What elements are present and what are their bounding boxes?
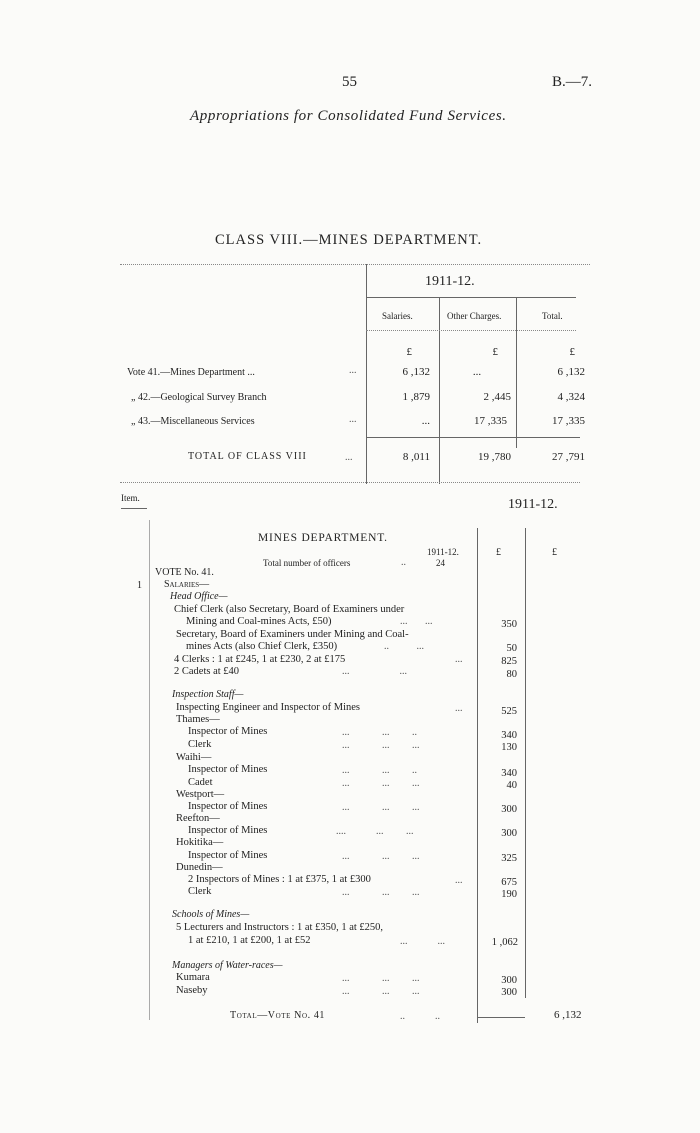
summary-currency-total: £ bbox=[569, 346, 575, 358]
summary-total-rule bbox=[366, 437, 580, 438]
detail-column-divider-1 bbox=[477, 528, 478, 1023]
line-reefton-inspector: Inspector of Mines bbox=[188, 825, 268, 836]
dots: ... bbox=[455, 875, 463, 886]
dots: ... bbox=[455, 703, 463, 714]
summary-row-total: 17 ,335 bbox=[552, 415, 585, 427]
summary-row-dots: ... bbox=[349, 414, 357, 425]
summary-total-salaries: 8 ,011 bbox=[402, 451, 430, 463]
line-hokitika: Hokitika— bbox=[176, 837, 224, 848]
line-lecturers-1: 5 Lecturers and Instructors : 1 at £350, 1 at £250, bbox=[176, 922, 384, 933]
line-waihi-inspector: Inspector of Mines bbox=[188, 764, 268, 775]
dots: .. ... bbox=[384, 641, 424, 652]
dots: ... ... ... bbox=[342, 802, 420, 813]
page-number: 55 bbox=[342, 74, 357, 90]
line-secretary-2: mines Acts (also Chief Clerk, £350) bbox=[186, 641, 338, 652]
item-column-label: Item. bbox=[121, 493, 140, 503]
line-naseby: Naseby bbox=[176, 985, 208, 996]
summary-col-total: Total. bbox=[542, 311, 563, 321]
line-inspecting-engineer: Inspecting Engineer and Inspector of Mines bbox=[176, 702, 360, 713]
summary-row-label: „ 42.—Geological Survey Branch bbox=[131, 392, 267, 403]
detail-total-rule bbox=[477, 1017, 525, 1018]
amount: 340 bbox=[501, 768, 517, 779]
dots: ... ... ... bbox=[342, 986, 420, 997]
summary-currency-other: £ bbox=[492, 346, 498, 358]
dots: .. .. bbox=[400, 1011, 440, 1022]
head-office-heading: Head Office— bbox=[170, 591, 228, 602]
running-title: Appropriations for Consolidated Fund Services. bbox=[190, 108, 507, 124]
summary-row-total: 4 ,324 bbox=[557, 391, 585, 403]
amount: 825 bbox=[501, 656, 517, 667]
summary-total-label: TOTAL OF CLASS VIII bbox=[188, 451, 307, 462]
line-chief-clerk-1: Chief Clerk (also Secretary, Board of Examiners under bbox=[174, 604, 405, 615]
summary-total-other: 19 ,780 bbox=[478, 451, 511, 463]
amount: 525 bbox=[501, 706, 517, 717]
summary-currency-salaries: £ bbox=[406, 346, 412, 358]
line-lecturers-2: 1 at £210, 1 at £200, 1 at £52 bbox=[188, 935, 311, 946]
dots: ... ... bbox=[400, 616, 433, 627]
summary-total-dots: ... bbox=[345, 452, 353, 463]
document-reference: B.—7. bbox=[552, 74, 593, 90]
summary-row-other: ... bbox=[472, 366, 482, 378]
amount: 340 bbox=[501, 730, 517, 741]
line-dunedin-clerk: Clerk bbox=[188, 886, 212, 897]
summary-year: 1911-12. bbox=[425, 274, 475, 289]
line-waihi: Waihi— bbox=[176, 752, 212, 763]
vote-heading: VOTE No. 41. bbox=[155, 567, 214, 578]
officers-dots: .. bbox=[401, 557, 406, 568]
vote-total-label: Total—Vote No. 41 bbox=[230, 1010, 326, 1021]
summary-row-dots: ... bbox=[349, 365, 357, 376]
officers-count: 24 bbox=[436, 558, 445, 568]
currency-col-1: £ bbox=[496, 547, 501, 558]
amount: 40 bbox=[506, 780, 517, 791]
dots: ... ... ... bbox=[342, 740, 420, 751]
line-clerks: 4 Clerks : 1 at £245, 1 at £230, 2 at £175 bbox=[174, 654, 346, 665]
amount: 130 bbox=[501, 742, 517, 753]
summary-total-total: 27 ,791 bbox=[552, 451, 585, 463]
amount: 325 bbox=[501, 853, 517, 864]
line-chief-clerk-2: Mining and Coal-mines Acts, £50) bbox=[186, 616, 332, 627]
summary-top-rule bbox=[120, 264, 590, 265]
summary-row-total: 6 ,132 bbox=[557, 366, 585, 378]
line-westport-inspector: Inspector of Mines bbox=[188, 801, 268, 812]
item-number: 1 bbox=[137, 580, 142, 591]
dots: ... ... bbox=[342, 666, 407, 677]
summary-row-other: 2 ,445 bbox=[483, 391, 511, 403]
currency-col-2: £ bbox=[552, 547, 557, 558]
line-thames-clerk: Clerk bbox=[188, 739, 212, 750]
vote-total-amount: 6 ,132 bbox=[554, 1009, 582, 1021]
dots: ... ... .. bbox=[342, 765, 417, 776]
class-title: CLASS VIII.—MINES DEPARTMENT. bbox=[215, 232, 483, 248]
detail-column-divider-2 bbox=[525, 528, 526, 998]
amount: 80 bbox=[506, 669, 517, 680]
summary-row-other: 17 ,335 bbox=[474, 415, 507, 427]
dots: ... bbox=[455, 654, 463, 665]
line-cadets: 2 Cadets at £40 bbox=[174, 666, 240, 677]
dots: ... ... ... bbox=[342, 973, 420, 984]
amount: 1 ,062 bbox=[491, 937, 518, 948]
dots: ... ... ... bbox=[342, 851, 420, 862]
summary-row-salaries: 6 ,132 bbox=[402, 366, 430, 378]
line-hokitika-inspector: Inspector of Mines bbox=[188, 850, 268, 861]
officers-year: 1911-12. bbox=[427, 547, 459, 557]
amount: 300 bbox=[501, 804, 517, 815]
line-kumara: Kumara bbox=[176, 972, 210, 983]
department-heading: MINES DEPARTMENT. bbox=[258, 532, 388, 544]
line-westport: Westport— bbox=[176, 789, 225, 800]
line-waihi-cadet: Cadet bbox=[188, 777, 213, 788]
summary-bottom-rule bbox=[120, 482, 580, 483]
amount: 675 bbox=[501, 877, 517, 888]
summary-col-divider-1 bbox=[439, 298, 440, 484]
dots: ... ... ... bbox=[342, 887, 420, 898]
managers-heading: Managers of Water-races— bbox=[172, 960, 283, 971]
summary-row-label: Vote 41.—Mines Department ... bbox=[127, 367, 255, 378]
item-underline bbox=[121, 508, 147, 509]
line-dunedin: Dunedin— bbox=[176, 862, 223, 873]
schools-heading: Schools of Mines— bbox=[172, 909, 250, 920]
summary-col-salaries: Salaries. bbox=[382, 311, 413, 321]
line-thames: Thames— bbox=[176, 714, 220, 725]
inspection-staff-heading: Inspection Staff— bbox=[172, 689, 244, 700]
dots: ... ... ... bbox=[342, 778, 420, 789]
detail-left-bracket bbox=[149, 520, 150, 1020]
amount: 190 bbox=[501, 889, 517, 900]
dots: .... ... ... bbox=[336, 826, 414, 837]
summary-col-divider-2 bbox=[516, 298, 517, 448]
summary-year-rule bbox=[366, 297, 576, 298]
dots: ... ... bbox=[400, 936, 445, 947]
summary-col-other: Other Charges. bbox=[447, 311, 502, 321]
salaries-heading: Salaries— bbox=[164, 579, 210, 590]
line-secretary-1: Secretary, Board of Examiners under Mining and Coal- bbox=[176, 629, 409, 640]
line-reefton: Reefton— bbox=[176, 813, 220, 824]
amount: 350 bbox=[501, 619, 517, 630]
dots: ... ... .. bbox=[342, 727, 417, 738]
amount: 300 bbox=[501, 975, 517, 986]
amount: 50 bbox=[506, 643, 517, 654]
officers-label: Total number of officers bbox=[263, 558, 351, 568]
line-thames-inspector: Inspector of Mines bbox=[188, 726, 268, 737]
amount: 300 bbox=[501, 828, 517, 839]
detail-year: 1911-12. bbox=[508, 497, 558, 512]
summary-row-salaries: 1 ,879 bbox=[402, 391, 430, 403]
line-dunedin-inspectors: 2 Inspectors of Mines : 1 at £375, 1 at £300 bbox=[188, 874, 371, 885]
summary-row-label: „ 43.—Miscellaneous Services bbox=[131, 416, 255, 427]
summary-row-salaries: ... bbox=[421, 415, 430, 427]
amount: 300 bbox=[501, 987, 517, 998]
summary-header-rule bbox=[366, 330, 576, 331]
